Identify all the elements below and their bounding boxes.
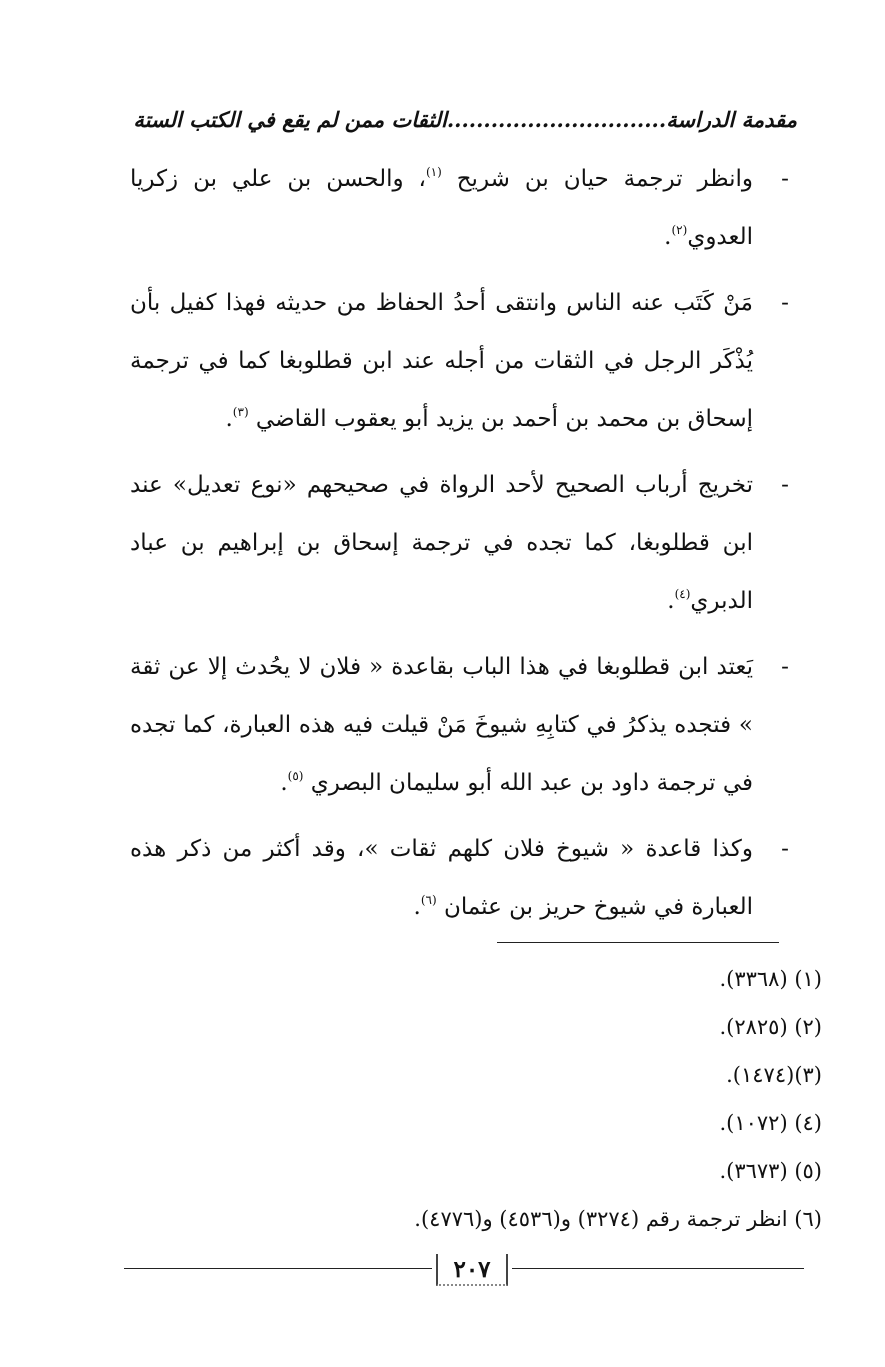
footnote-ref[interactable]: (٥) (287, 769, 304, 783)
bullet-item (130, 274, 795, 448)
section-title: مقدمة الدراسة (666, 106, 797, 132)
bullet-list (130, 150, 795, 944)
book-title: الثقات ممن لم يقع في الكتب الستة (133, 106, 447, 132)
footnote-item: (٥) (٣٦٧٣). (719, 1159, 822, 1183)
footnote-item: (١) (٣٣٦٨). (719, 967, 822, 991)
bullet-text: . (664, 224, 672, 250)
bullet-text: تخريج أرباب الصحيح لأحد الرواة في صحيحهم «نوع تعديل» عند ابن قطلوبغا، كما تجده في ترجمة إسحاق بن إبراهيم بن عباد الدبري (130, 472, 753, 614)
page-footer-rule-left (124, 1268, 432, 1269)
bullet-text: مَنْ كَتَب عنه الناس وانتقى أحدُ الحفاظ من حديثه فهذا كفيل بأن يُذْكَر الرجل في الثقات من أجله عند ابن قطلوبغا كما في ترجمة إسحاق بن محمد بن أحمد بن يزيد أبو يعقوب القاضي (130, 290, 753, 432)
bullet-text: . (225, 406, 233, 432)
footnote-ref[interactable]: (١) (425, 165, 442, 179)
bullet-text: . (413, 894, 421, 920)
bullet-text: ، والحسن بن علي بن زكريا العدوي (130, 166, 753, 250)
footnote-ref[interactable]: (٣) (232, 405, 249, 419)
running-header-section (447, 107, 797, 132)
page-number-box (432, 1252, 512, 1288)
page-footer-rule-right (512, 1268, 804, 1269)
bullet-text: . (280, 770, 288, 796)
bullet-item (130, 638, 795, 812)
header-dots: .............................. (446, 106, 667, 132)
bullet-dash: - (781, 836, 789, 862)
footnote-item: (٢) (٢٨٢٥). (719, 1015, 822, 1039)
bullet-dash: - (781, 654, 789, 680)
page-number: ٢٠٧ (453, 1256, 491, 1283)
running-header (133, 102, 797, 136)
footnote-item: (٣)(١٤٧٤). (726, 1063, 822, 1087)
bullet-dash: - (781, 290, 789, 316)
bullet-text: وانظر ترجمة حيان بن شريح (441, 166, 754, 192)
footnote-item: (٦) انظر ترجمة رقم (٣٢٧٤) و(٤٥٣٦) و(٤٧٧٦). (414, 1207, 822, 1231)
bullet-text: . (667, 588, 675, 614)
bullet-dash: - (781, 166, 789, 192)
bullet-item (130, 456, 795, 630)
bullet-text: يَعتد ابن قطلوبغا في هذا الباب بقاعدة « فلان لا يحُدث إلا عن ثقة » فتجده يذكرُ في كتابِهِ شيوخَ مَنْ قيلت فيه هذه العبارة، كما تجده في ترجمة داود بن عبد الله أبو سليمان البصري (130, 654, 753, 796)
footnote-divider (497, 942, 779, 943)
page-number-frame (436, 1254, 508, 1286)
bullet-text: وكذا قاعدة « شيوخ فلان كلهم ثقات »، وقد أكثر من ذكر هذه العبارة في شيوخ حريز بن عثمان (130, 836, 753, 920)
footnote-ref[interactable]: (٤) (674, 587, 691, 601)
footnote-item: (٤) (١٠٧٢). (719, 1111, 822, 1135)
footnote-ref[interactable]: (٢) (671, 223, 688, 237)
bullet-item (130, 820, 795, 936)
footnote-list (200, 955, 822, 1243)
bullet-item (130, 150, 795, 266)
footnote-ref[interactable]: (٦) (420, 893, 437, 907)
bullet-dash: - (781, 472, 789, 498)
